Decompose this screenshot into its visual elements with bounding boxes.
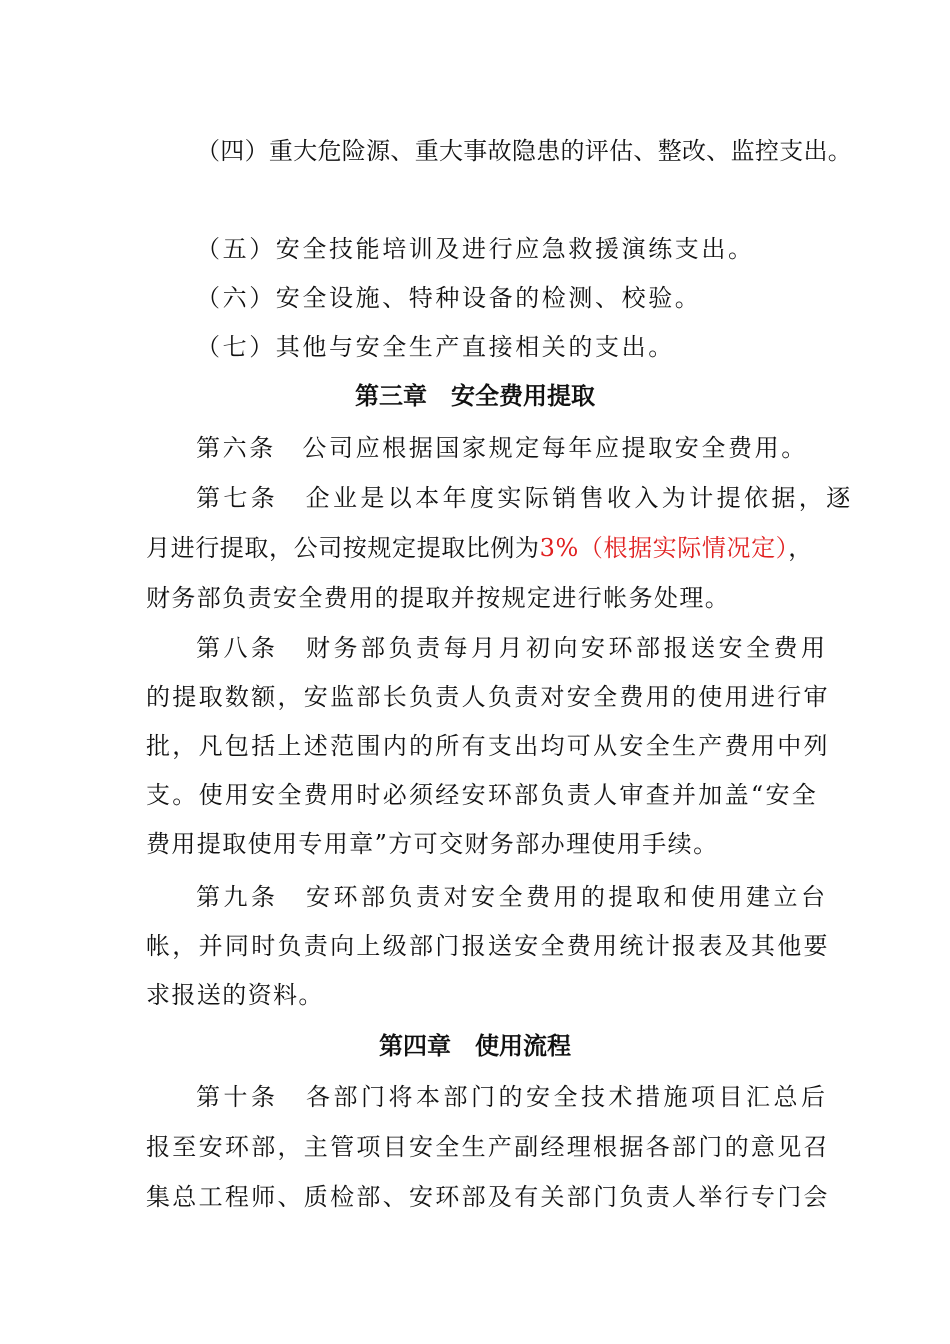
chapter-3-heading: 第三章 安全费用提取 <box>355 381 595 410</box>
article-9-line-3: 求报送的资料。 <box>146 981 324 1009</box>
article-8-line-2: 的提取数额，安监部长负责人负责对安全费用的使用进行审 <box>146 683 830 711</box>
chapter-4-heading: 第四章 使用流程 <box>379 1031 571 1060</box>
item-7: （七）其他与安全生产直接相关的支出。 <box>196 333 675 361</box>
item-5: （五）安全技能培训及进行应急救援演练支出。 <box>196 235 755 263</box>
article-7-text: 月进行提取，公司按规定提取比例为 <box>146 534 540 562</box>
article-9-line-1: 第九条 安环部负责对安全费用的提取和使用建立台 <box>196 883 829 911</box>
article-8-line-4: 支。使用安全费用时必须经安环部负责人审查并加盖“安全 <box>146 781 819 809</box>
extraction-rate-note: 3%（根据实际情况定） <box>539 534 789 562</box>
article-9-line-2: 帐，并同时负责向上级部门报送安全费用统计报表及其他要 <box>146 932 830 960</box>
item-4: （四）重大危险源、重大事故隐患的评估、整改、监控支出。 <box>196 137 853 165</box>
article-8-line-1: 第八条 财务部负责每月月初向安环部报送安全费用 <box>196 634 829 662</box>
article-7-line-2 <box>146 530 936 566</box>
article-7-line-3: 财务部负责安全费用的提取并按规定进行帐务处理。 <box>146 584 731 612</box>
article-10-line-3: 集总工程师、质检部、安环部及有关部门负责人举行专门会 <box>146 1183 830 1211</box>
item-6: （六）安全设施、特种设备的检测、校验。 <box>196 284 702 312</box>
article-6: 第六条 公司应根据国家规定每年应提取安全费用。 <box>196 434 808 462</box>
article-7-punct: ， <box>788 534 813 562</box>
article-10-line-2: 报至安环部，主管项目安全生产副经理根据各部门的意见召 <box>146 1133 830 1161</box>
article-8-line-3: 批，凡包括上述范围内的所有支出均可从安全生产费用中列 <box>146 732 830 760</box>
article-7-line-1: 第七条 企业是以本年度实际销售收入为计提依据，逐 <box>196 484 854 512</box>
article-8-line-5: 费用提取使用专用章”方可交财务部办理使用手续。 <box>146 830 719 858</box>
article-10-line-1: 第十条 各部门将本部门的安全技术措施项目汇总后 <box>196 1083 829 1111</box>
